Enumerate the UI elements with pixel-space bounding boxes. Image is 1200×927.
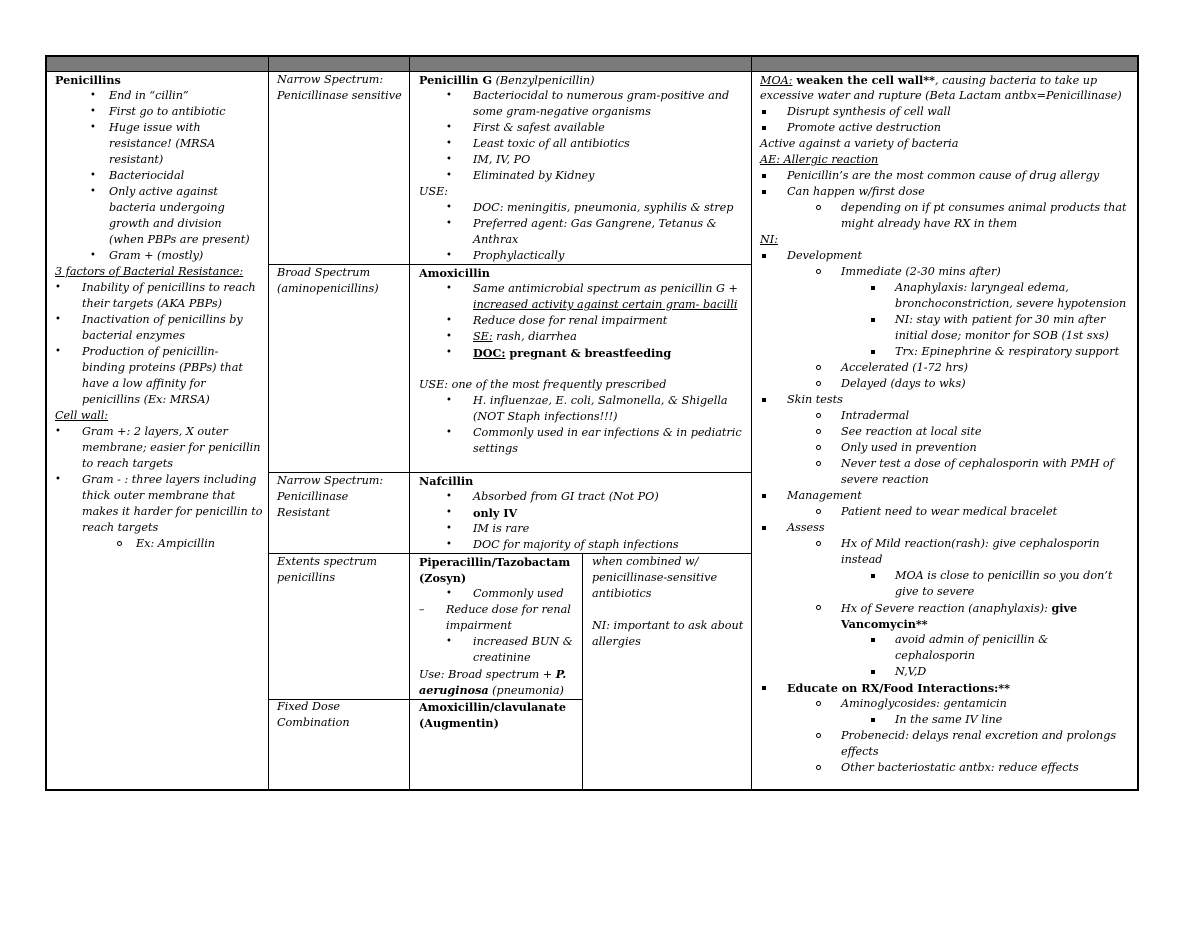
penicillin-g-subtitle: (Benzylpenicillin)	[492, 74, 595, 87]
doc-text: pregnant & breastfeeding	[505, 346, 672, 360]
resistance-item: Inability of penicillins to reach	[82, 281, 256, 294]
amoxicillin-item: increased activity against certain gram- bacilli	[473, 298, 738, 311]
penicillin-g-item: Least toxic of all antibiotics	[473, 137, 630, 150]
penicillin-fact: bacteria undergoing	[109, 201, 225, 214]
penicillin-g-use-item: Preferred agent: Gas Gangrene, Tetanus &	[473, 217, 717, 230]
cell-wall-item: thick outer membrane that	[82, 489, 236, 502]
penicillin-g-use-label: USE:	[419, 185, 449, 198]
spectrum-label: Penicillinase sensitive	[277, 89, 402, 102]
doc-label: DOC:	[473, 346, 506, 360]
assess-detail: give to severe	[895, 585, 975, 598]
amoxicillin-use-item: H. influenzae, E. coli, Salmonella, & Shigella	[473, 394, 728, 407]
moa-label: MOA:	[760, 74, 793, 87]
cell-wall-item: Gram - : three layers including	[82, 473, 257, 486]
penicillin-fact: Only active against	[109, 185, 218, 198]
penicillin-fact: (when PBPs are present)	[109, 233, 250, 246]
piperacillin-note: penicillinase-sensitive	[592, 571, 718, 584]
spectrum-label: Narrow Spectrum:	[277, 474, 384, 487]
activity-text: Active against a variety of bacteria	[760, 137, 959, 150]
adverse-effect-item: Can happen w/first dose	[787, 185, 925, 198]
penicillin-g-item: Eliminated by Kidney	[473, 169, 595, 182]
spectrum-label: Fixed Dose	[277, 700, 341, 713]
penicillin-fact: resistance! (MRSA	[109, 137, 216, 150]
column-divider	[268, 56, 269, 790]
penicillin-fact: Gram + (mostly)	[109, 249, 204, 262]
interaction-item: Probenecid: delays renal excretion and prolongs	[841, 729, 1117, 742]
resistance-heading: 3 factors of Bacterial Resistance:	[55, 265, 244, 278]
skin-test-item: Only used in prevention	[841, 441, 977, 454]
spectrum-label: Narrow Spectrum:	[277, 73, 384, 86]
skin-tests-heading: Skin tests	[787, 393, 843, 406]
augmentin-title: Amoxicillin/clavulanate	[419, 700, 567, 714]
resistance-item: penicillins (Ex: MRSA)	[82, 393, 210, 406]
resistance-item: their targets (AKA PBPs)	[82, 297, 222, 310]
amoxicillin-use-item: (NOT Staph infections!!!)	[473, 410, 618, 423]
resistance-item: binding proteins (PBPs) that	[82, 361, 243, 374]
management-heading: Management	[787, 489, 862, 502]
amoxicillin-use-item: settings	[473, 442, 519, 455]
piperacillin-item: creatinine	[473, 651, 531, 664]
immediate-reaction-item: Anaphylaxis: laryngeal edema,	[895, 281, 1069, 294]
penicillin-fact: End in “cillin”	[109, 89, 189, 102]
penicillin-g-use-item: Anthrax	[473, 233, 519, 246]
spectrum-cell	[277, 265, 379, 297]
penicillin-fact: Bacteriocidal	[109, 169, 185, 182]
piperacillin-item: impairment	[446, 619, 512, 632]
moa-item: Disrupt synthesis of cell wall	[787, 105, 951, 118]
skin-test-item: See reaction at local site	[841, 425, 982, 438]
column-divider	[751, 56, 752, 790]
penicillin-g-item: some gram-negative organisms	[473, 105, 651, 118]
nafcillin-item: DOC for majority of staph infections	[473, 538, 679, 551]
educate-heading: Educate on RX/Food Interactions:**	[787, 681, 1011, 695]
management-item: Patient need to wear medical bracelet	[841, 505, 1058, 518]
piperacillin-note: allergies	[592, 635, 641, 648]
column-divider	[582, 553, 583, 790]
nafcillin-title: Nafcillin	[419, 474, 474, 488]
adverse-effect-detail: might already have RX in them	[841, 217, 1018, 230]
amoxicillin-cell: Amoxicillin • Same antimicrobial spectrum as penicillin G + increased activity against certain gram- bacilli • Reduce dose for renal impairment • SE: rash, diarrhea • DOC: pregnant & breastfeeding USE: one of the most frequently prescribed • H. influenzae, E. coli, Salmonella, & Shigella (NOT Staph infections!!!) • Commonly used in ear infections & in pediatric settings	[419, 266, 742, 455]
assess-action: Vancomycin**	[841, 617, 928, 631]
adverse-effect-detail: depending on if pt consumes animal products that	[841, 201, 1127, 214]
assess-detail: avoid admin of penicillin &	[895, 633, 1049, 646]
assess-item: Hx of Severe reaction (anaphylaxis):	[841, 602, 1052, 615]
piperacillin-use-organism: aeruginosa	[419, 683, 489, 697]
cell-wall-heading: Cell wall:	[55, 409, 109, 422]
piperacillin-item: Commonly used	[473, 587, 564, 600]
adverse-effect-item: Penicillin’s are the most common cause of drug allergy	[787, 169, 1100, 182]
spectrum-cell	[277, 699, 350, 731]
penicillin-g-item: First & safest available	[473, 121, 605, 134]
immediate-reaction-item: bronchoconstriction, severe hypotension	[895, 297, 1127, 310]
amoxicillin-use: USE: one of the most frequently prescribed	[419, 378, 667, 391]
moa-bold: weaken the cell wall**	[792, 73, 935, 87]
penicillin-g-use-item: DOC: meningitis, pneumonia, syphilis & strep	[473, 201, 734, 214]
spectrum-label: Combination	[277, 716, 350, 729]
piperacillin-note-cell	[592, 554, 743, 650]
spectrum-cell	[277, 72, 402, 104]
moa-ae-cell	[760, 72, 1127, 776]
penicillins-title: Penicillins	[55, 73, 121, 87]
cell-wall-item: makes it harder for penicillin to	[82, 505, 263, 518]
spectrum-label: Extents spectrum	[277, 555, 378, 568]
piperacillin-note: antibiotics	[592, 587, 652, 600]
resistance-item: Production of penicillin-	[82, 345, 219, 358]
side-effects-label: SE:	[473, 330, 493, 343]
nafcillin-item: IM is rare	[473, 522, 530, 535]
nafcillin-cell: Nafcillin • Absorbed from GI tract (Not PO) • only IV • IM is rare • DOC for majority of staph infections	[419, 474, 679, 551]
piperacillin-use-note: (pneumonia)	[488, 684, 564, 697]
penicillin-g-title: Penicillin G	[419, 73, 493, 87]
immediate-reaction-item: NI: stay with patient for 30 min after	[895, 313, 1106, 326]
piperacillin-note: NI: important to ask about	[592, 619, 744, 632]
nafcillin-item: Absorbed from GI tract (Not PO)	[473, 490, 659, 503]
penicillin-g-cell: Penicillin G (Benzylpenicillin) • Bacteriocidal to numerous gram-positive and some gram-negative organisms • First & safest available • Least toxic of all antibiotics • IM, IV, PO • Eliminated by Kidney USE: • DOC: meningitis, pneumonia, syphilis & strep • Preferred agent: Gas Gangrene, Tetanus & Anthrax • Prophylactically	[419, 73, 734, 262]
moa-text: , causing bacteria to take up	[935, 74, 1098, 87]
cell-wall-item: to reach targets	[82, 457, 173, 470]
augmentin-cell	[419, 699, 566, 731]
spectrum-label: Broad Spectrum	[277, 266, 371, 279]
cell-wall-item: reach targets	[82, 521, 159, 534]
moa-text: excessive water and rupture (Beta Lactam antbx=Penicillinase)	[760, 89, 1122, 102]
spectrum-cell	[277, 473, 383, 521]
resistance-item: bacterial enzymes	[82, 329, 185, 342]
assess-heading: Assess	[787, 521, 825, 534]
adverse-effects-heading: AE: Allergic reaction	[760, 153, 879, 166]
penicillins-cell: Penicillins • End in “cillin” • First go to antibiotic • Huge issue with resistance! (MRSA resistant) • Bacteriocidal • Only active against bacteria undergoing growth and division (when PBPs are present) • Gram + (mostly) 3 factors of Bacterial Resistance: • Inability of penicillins to reach their targets (AKA PBPs) • Inactivation of penicillins by bacterial enzymes • Production of penicillin- binding proteins (PBPs) that have a low affinity for penicillins (Ex: MRSA) Cell wall: • Gram +: 2 layers, X outer membrane; easier for penicillin to reach targets • Gram - : three layers including thick outer membrane that makes it harder for penicillin to reach targets Ex: Ampicillin	[55, 73, 263, 550]
assess-detail: MOA is close to penicillin so you don’t	[895, 569, 1113, 582]
augmentin-brand: (Augmentin)	[419, 716, 499, 730]
penicillin-fact: resistant)	[109, 153, 164, 166]
amoxicillin-use-item: Commonly used in ear infections & in pediatric	[473, 426, 742, 439]
assess-detail: N,V,D	[895, 665, 927, 678]
piperacillin-cell: Piperacillin/Tazobactam (Zosyn) • Commonly used – Reduce dose for renal impairment • increased BUN & creatinine Use: Broad spectrum + P. aeruginosa (pneumonia)	[419, 555, 573, 697]
spectrum-label: penicillins	[277, 571, 336, 584]
amoxicillin-item: Reduce dose for renal impairment	[473, 314, 668, 327]
interaction-item: Aminoglycosides: gentamicin	[841, 697, 1007, 710]
side-effects-text: rash, diarrhea	[492, 330, 577, 343]
piperacillin-item: increased BUN &	[473, 635, 573, 648]
accelerated-reaction: Accelerated (1-72 hrs)	[841, 361, 968, 374]
immediate-reaction-item: initial dose; monitor for SOB (1st sxs)	[895, 329, 1109, 342]
penicillin-fact: First go to antibiotic	[109, 105, 226, 118]
spectrum-label: (aminopenicillins)	[277, 282, 379, 295]
nafcillin-item: only IV	[473, 506, 518, 520]
immediate-reaction: Immediate (2-30 mins after)	[841, 265, 1001, 278]
resistance-item: Inactivation of penicillins by	[82, 313, 243, 326]
piperacillin-use: Use: Broad spectrum +	[419, 668, 556, 681]
cell-wall-item: membrane; easier for penicillin	[82, 441, 261, 454]
interaction-item: Other bacteriostatic antbx: reduce effects	[841, 761, 1079, 774]
skin-test-item: Never test a dose of cephalosporin with PMH of	[841, 457, 1114, 470]
penicillin-fact: growth and division	[109, 217, 222, 230]
amoxicillin-title: Amoxicillin	[419, 266, 490, 280]
cell-wall-item: Ex: Ampicillin	[136, 537, 216, 550]
spectrum-label: Resistant	[277, 506, 330, 519]
assess-item: instead	[841, 553, 883, 566]
piperacillin-item: Reduce dose for renal	[446, 603, 571, 616]
immediate-reaction-item: Trx: Epinephrine & respiratory support	[895, 345, 1120, 358]
piperacillin-note: when combined w/	[592, 555, 699, 568]
assess-item: Hx of Mild reaction(rash): give cephalosporin	[841, 537, 1100, 550]
skin-test-item: severe reaction	[841, 473, 929, 486]
moa-item: Promote active destruction	[787, 121, 941, 134]
cell-wall-item: Gram +: 2 layers, X outer	[82, 425, 228, 438]
skin-test-item: Intradermal	[841, 409, 910, 422]
assess-detail: cephalosporin	[895, 649, 976, 662]
penicillin-g-use-item: Prophylactically	[473, 249, 565, 262]
piperacillin-title: Piperacillin/Tazobactam	[419, 555, 571, 569]
nursing-interventions-heading: NI:	[760, 233, 778, 246]
penicillin-fact: Huge issue with	[109, 121, 201, 134]
interaction-detail: In the same IV line	[895, 713, 1003, 726]
assess-action: give	[1051, 601, 1078, 615]
delayed-reaction: Delayed (days to wks)	[841, 377, 966, 390]
piperacillin-brand: (Zosyn)	[419, 571, 467, 585]
amoxicillin-item: Same antimicrobial spectrum as penicillin G +	[473, 282, 738, 295]
penicillin-g-item: IM, IV, PO	[473, 153, 531, 166]
penicillin-g-item: Bacteriocidal to numerous gram-positive and	[473, 89, 730, 102]
resistance-item: have a low affinity for	[82, 377, 206, 390]
spectrum-cell	[277, 554, 377, 586]
spectrum-label: Penicillinase	[277, 490, 349, 503]
piperacillin-use-organism: P.	[555, 667, 567, 681]
interaction-item: effects	[841, 745, 879, 758]
column-divider	[409, 56, 410, 790]
development-heading: Development	[787, 249, 862, 262]
